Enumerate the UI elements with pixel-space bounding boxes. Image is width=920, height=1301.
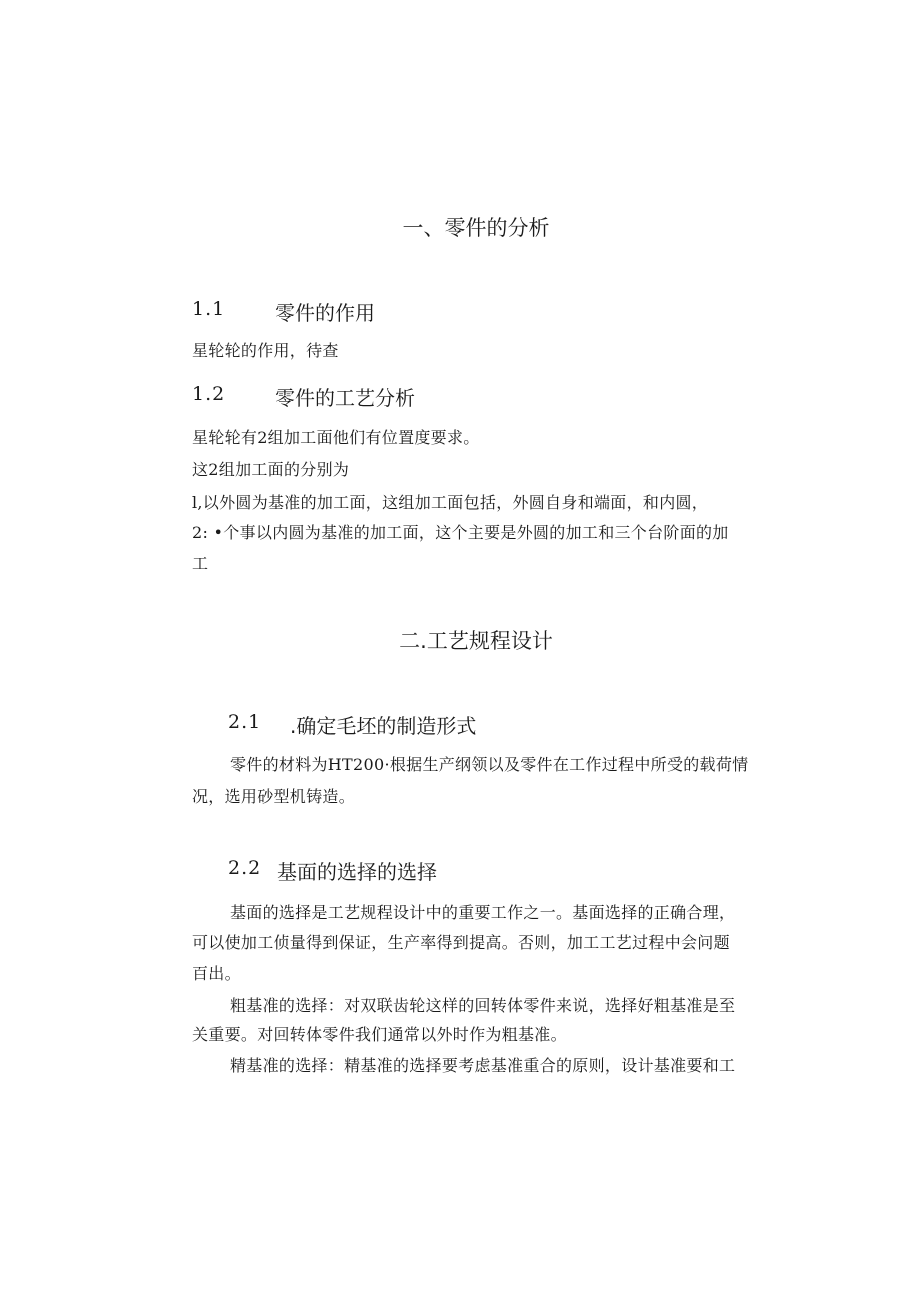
paragraph-line: 星轮轮有2组加工面他们有位置度要求。 (192, 428, 480, 447)
section-2-2-title: 基面的选择的选择 (277, 860, 437, 884)
paragraph-line: l,以外圆为基准的加工面，这组加工面包括，外圆自身和端面，和内圆， (192, 493, 709, 512)
section-2-2-number: 2.2 (228, 857, 262, 879)
paragraph-line: 粗基准的选择：对双联齿轮这样的回转体零件来说，选择好粗基准是至 (230, 996, 736, 1015)
paragraph-line: 工 (192, 554, 209, 573)
section-1-title: 一、零件的分析 (402, 216, 550, 240)
section-2-1-title: .确定毛坯的制造形式 (290, 714, 477, 738)
paragraph-line: 这2组加工面的分别为 (192, 460, 350, 479)
paragraph-line: 况，选用砂型机铸造。 (192, 787, 356, 806)
paragraph-line: 关重要。对回转体零件我们通常以外时作为粗基准。 (192, 1025, 567, 1044)
section-1-1-number: 1.1 (192, 298, 226, 320)
paragraph-line: 精基准的选择：精基准的选择要考虑基准重合的原则，设计基准要和工 (230, 1056, 736, 1075)
paragraph-line: 零件的材料为HT200·根据生产纲领以及零件在工作过程中所受的载荷情 (230, 755, 749, 774)
section-1-2-number: 1.2 (192, 383, 226, 405)
paragraph-line: 2: •个事以内圆为基准的加工面，这个主要是外圆的加工和三个台阶面的加 (192, 523, 729, 542)
section-2-title: 二.工艺规程设计 (399, 629, 553, 653)
section-1-2-title: 零件的工艺分析 (275, 386, 415, 410)
paragraph-line: 可以使加工侦量得到保证，生产率得到提高。否则，加工工艺过程中会问题 (192, 933, 730, 952)
paragraph-line: 百出。 (192, 964, 241, 983)
section-1-1-title: 零件的作用 (275, 301, 375, 325)
section-1-1-text: 星轮轮的作用，待查 (192, 341, 339, 360)
paragraph-line: 基面的选择是工艺规程设计中的重要工作之一。基面选择的正确合理， (230, 903, 736, 922)
section-2-1-number: 2.1 (228, 711, 262, 733)
